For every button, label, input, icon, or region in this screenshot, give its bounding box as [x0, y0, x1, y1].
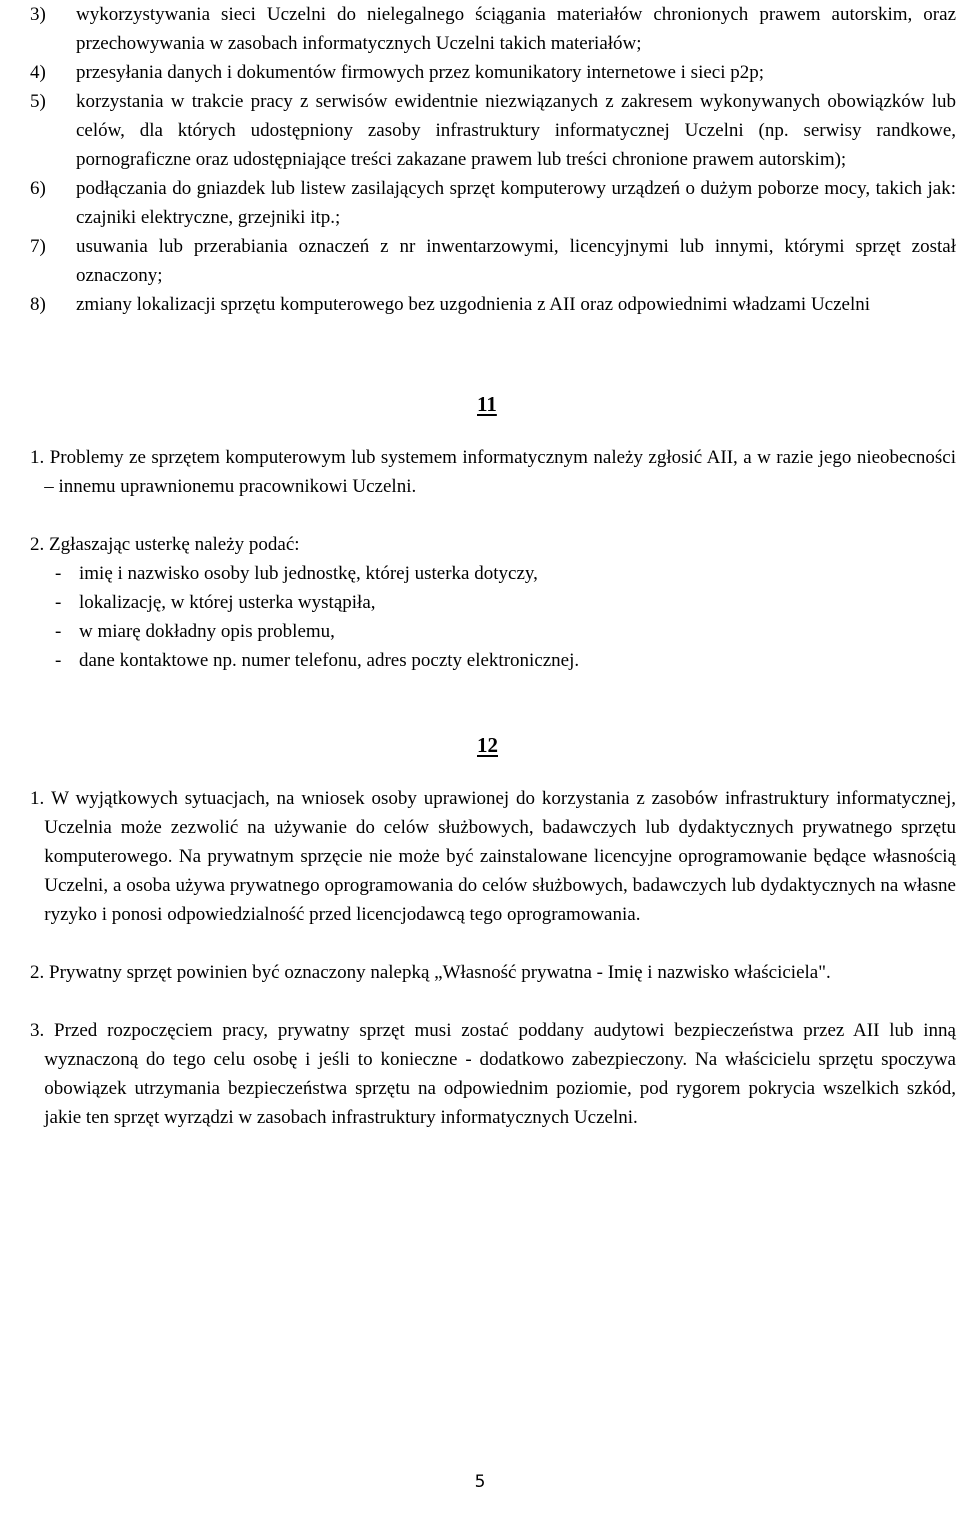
- paragraph: [30, 784, 956, 929]
- document-body: [30, 0, 956, 1132]
- paragraph-text: [44, 1016, 956, 1132]
- list-item-text: korzystania w trakcie pracy z serwisów ewidentnie niezwiązanych z zakresem wykonywanych obowiązków lub celów, dla których udostępniony zasoby infrastruktury informatycznej Uczelni (np. serwisy randkowe, pornograficzne oraz udostępniające treści zakazane prawem lub treści chronione prawem autorskim);: [76, 91, 956, 170]
- paragraph-text-content: Zgłaszając usterkę należy podać:: [49, 534, 300, 555]
- dash-bullet: -: [55, 650, 62, 671]
- list-item-number: 3): [30, 4, 46, 25]
- paragraph-text-content: Przed rozpoczęciem pracy, prywatny sprzęt musi zostać poddany audytowi bezpieczeństwa przez AII lub inną wyznaczoną do tego celu osobę i jeśli to konieczne - dodatkowo zabezpieczony. Na właścicielu sprzętu spoczywa obowiązek utrzymania bezpieczeństwa sprzętu na odpowiednim poziomie, pod rygorem pokrycia wszelkich szkód, jakie ten sprzęt wyrządzi w zasobach infrastruktury informatycznych Uczelni.: [44, 1020, 956, 1128]
- dash-bullet: -: [55, 563, 62, 584]
- list-item: [30, 290, 956, 319]
- paragraph-text: [44, 443, 956, 501]
- paragraph: [30, 958, 956, 987]
- paragraph-number: 1.: [30, 447, 45, 468]
- list-item-number: 4): [30, 62, 46, 83]
- list-item: [30, 617, 956, 646]
- paragraph-text: [44, 784, 956, 929]
- list-item-text: podłączania do gniazdek lub listew zasilających sprzęt komputerowy urządzeń o dużym poborze mocy, takich jak: czajniki elektryczne, grzejniki itp.;: [76, 178, 956, 228]
- paragraph: [30, 530, 956, 559]
- paragraph-text: [44, 958, 956, 987]
- list-item-number: 6): [30, 178, 46, 199]
- paragraph-number: 2.: [30, 962, 45, 983]
- list-item-text: wykorzystywania sieci Uczelni do nielegalnego ściągania materiałów chronionych prawem autorskim, oraz przechowywania w zasobach informatycznych Uczelni takich materiałów;: [76, 4, 956, 54]
- paragraph-text: [44, 530, 956, 559]
- list-item: [30, 0, 956, 58]
- section-heading: 11: [477, 392, 497, 416]
- list-item: [30, 87, 956, 174]
- section-heading: 12: [477, 733, 498, 757]
- section-12: [30, 731, 956, 1132]
- list-item: [30, 232, 956, 290]
- list-item: [30, 588, 956, 617]
- paragraph-number: 2.: [30, 534, 45, 555]
- dash-bullet: -: [55, 621, 62, 642]
- section-11: [30, 390, 956, 675]
- paragraph: [30, 443, 956, 501]
- list-item-number: 8): [30, 294, 46, 315]
- list-item-text: usuwania lub przerabiania oznaczeń z nr inwentarzowymi, licencyjnymi lub innymi, którymi sprzęt został oznaczony;: [76, 236, 956, 286]
- list-item-text: dane kontaktowe np. numer telefonu, adres poczty elektronicznej.: [79, 650, 580, 671]
- list-item: [30, 559, 956, 588]
- page-number: 5: [474, 1472, 486, 1492]
- paragraph-text-content: Prywatny sprzęt powinien być oznaczony nalepką „Własność prywatna - Imię i nazwisko właściciela".: [49, 962, 831, 983]
- list-item: [30, 174, 956, 232]
- list-item-text: lokalizację, w której usterka wystąpiła,: [79, 592, 376, 613]
- list-item: [30, 646, 956, 675]
- report-details-list: [30, 559, 956, 675]
- paragraph-text-content: W wyjątkowych sytuacjach, na wniosek osoby uprawionej do korzystania z zasobów infrastruktury informatycznej, Uczelnia może zezwolić na używanie do celów służbowych, badawczych lub dydaktycznych prywatnego sprzętu komputerowego. Na prywatnym sprzęcie nie może być zainstalowane licencyjne oprogramowanie będące własnością Uczelni, a osoba używa prywatnego oprogramowania do celów służbowych, badawczych lub dydaktycznych na własne ryzyko i ponosi odpowiedzialność przed licencjodawcą tego oprogramowania.: [44, 788, 957, 925]
- list-item-text: w miarę dokładny opis problemu,: [79, 621, 335, 642]
- paragraph-text-content: Problemy ze sprzętem komputerowym lub systemem informatycznym należy zgłosić AII, a w razie jego nieobecności – innemu uprawnionemu pracownikowi Uczelni.: [44, 447, 957, 497]
- list-item-number: 5): [30, 91, 46, 112]
- list-item-text: przesyłania danych i dokumentów firmowych przez komunikatory internetowe i sieci p2p;: [76, 62, 765, 83]
- paragraph-number: 1.: [30, 788, 45, 809]
- paragraph-number: 3.: [30, 1020, 45, 1041]
- prohibited-actions-list: [30, 0, 956, 319]
- list-item-text: zmiany lokalizacji sprzętu komputerowego bez uzgodnienia z AII oraz odpowiednimi władzami Uczelni: [76, 294, 871, 315]
- dash-bullet: -: [55, 592, 62, 613]
- list-item: [30, 58, 956, 87]
- paragraph: [30, 1016, 956, 1132]
- list-item-number: 7): [30, 236, 46, 257]
- list-item-text: imię i nazwisko osoby lub jednostkę, której usterka dotyczy,: [79, 563, 538, 584]
